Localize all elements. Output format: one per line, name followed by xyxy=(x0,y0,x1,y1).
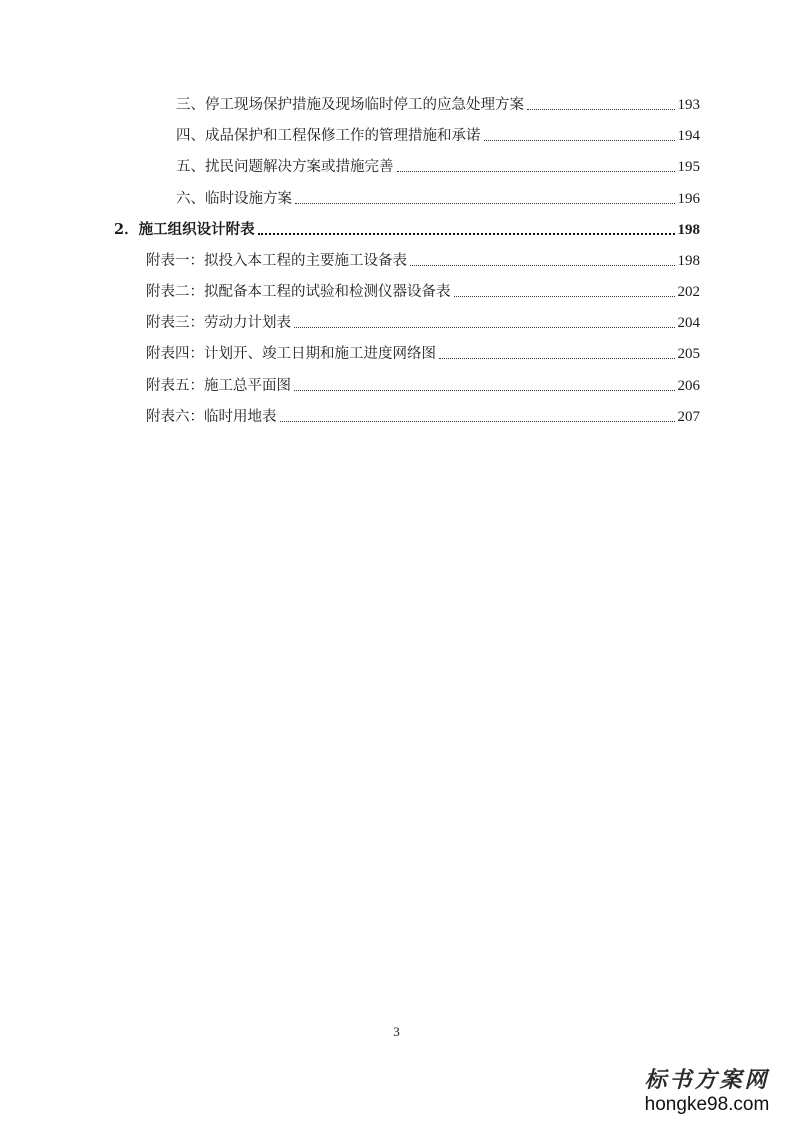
toc-entry-page: 204 xyxy=(677,315,700,331)
watermark-url: hongke98.com xyxy=(644,1094,770,1115)
toc-entry-title: 附表二：拟配备本工程的试验和检测仪器设备表 xyxy=(146,284,451,300)
toc-entry-title: 附表一：拟投入本工程的主要施工设备表 xyxy=(146,253,407,269)
toc-entry-page: 205 xyxy=(677,346,700,362)
toc-entry[interactable] xyxy=(146,281,700,303)
toc-entry-title: 三、停工现场保护措施及现场临时停工的应急处理方案 xyxy=(176,97,524,113)
toc-leader-dots xyxy=(397,170,675,172)
toc-entry-title: 附表六：临时用地表 xyxy=(146,409,277,425)
toc-leader-dots xyxy=(410,264,675,266)
toc-leader-dots xyxy=(258,232,675,235)
toc-entry-title: 四、成品保护和工程保修工作的管理措施和承诺 xyxy=(176,128,481,144)
toc-entry-page: 196 xyxy=(677,191,700,207)
toc-entry[interactable] xyxy=(176,156,700,178)
toc-leader-dots xyxy=(294,326,675,328)
toc-entry-page: 198 xyxy=(677,253,700,269)
toc-entry-page: 195 xyxy=(677,159,700,175)
toc-entry[interactable] xyxy=(146,375,700,397)
toc-leader-dots xyxy=(280,420,675,422)
toc-entry-page: 202 xyxy=(677,284,700,300)
toc-entry-title: 附表三：劳动力计划表 xyxy=(146,315,291,331)
toc-entry[interactable] xyxy=(176,94,700,116)
toc-leader-dots xyxy=(527,108,675,110)
toc-entry-page: 194 xyxy=(677,128,700,144)
toc-entry-title: 2．施工组织设计附表 xyxy=(114,221,255,238)
toc-entry-title: 六、临时设施方案 xyxy=(176,191,292,207)
toc-section-entry[interactable] xyxy=(114,219,700,241)
toc-leader-dots xyxy=(294,389,675,391)
toc-entry[interactable] xyxy=(176,188,700,210)
toc-entry[interactable] xyxy=(146,343,700,365)
toc-leader-dots xyxy=(439,357,675,359)
page-number: 3 xyxy=(393,1024,400,1039)
toc-entry-title: 附表四：计划开、竣工日期和施工进度网络图 xyxy=(146,346,436,362)
toc-entry[interactable] xyxy=(176,125,700,147)
watermark-logo xyxy=(637,1068,777,1116)
toc-leader-dots xyxy=(454,295,675,297)
toc-entry-title: 附表五：施工总平面图 xyxy=(146,378,291,394)
watermark-site-name: 标书方案网 xyxy=(644,1068,770,1093)
toc-entry-page: 207 xyxy=(677,409,700,425)
toc-entry-page: 206 xyxy=(677,378,700,394)
toc-entry[interactable] xyxy=(146,406,700,428)
toc-entry[interactable] xyxy=(146,250,700,272)
toc-entry-page: 193 xyxy=(677,97,700,113)
toc-leader-dots xyxy=(484,139,675,141)
toc-entry-title: 五、扰民问题解决方案或措施完善 xyxy=(176,159,394,175)
toc-entry-page: 198 xyxy=(677,222,700,238)
toc-entry[interactable] xyxy=(146,312,700,334)
toc-leader-dots xyxy=(295,202,675,204)
